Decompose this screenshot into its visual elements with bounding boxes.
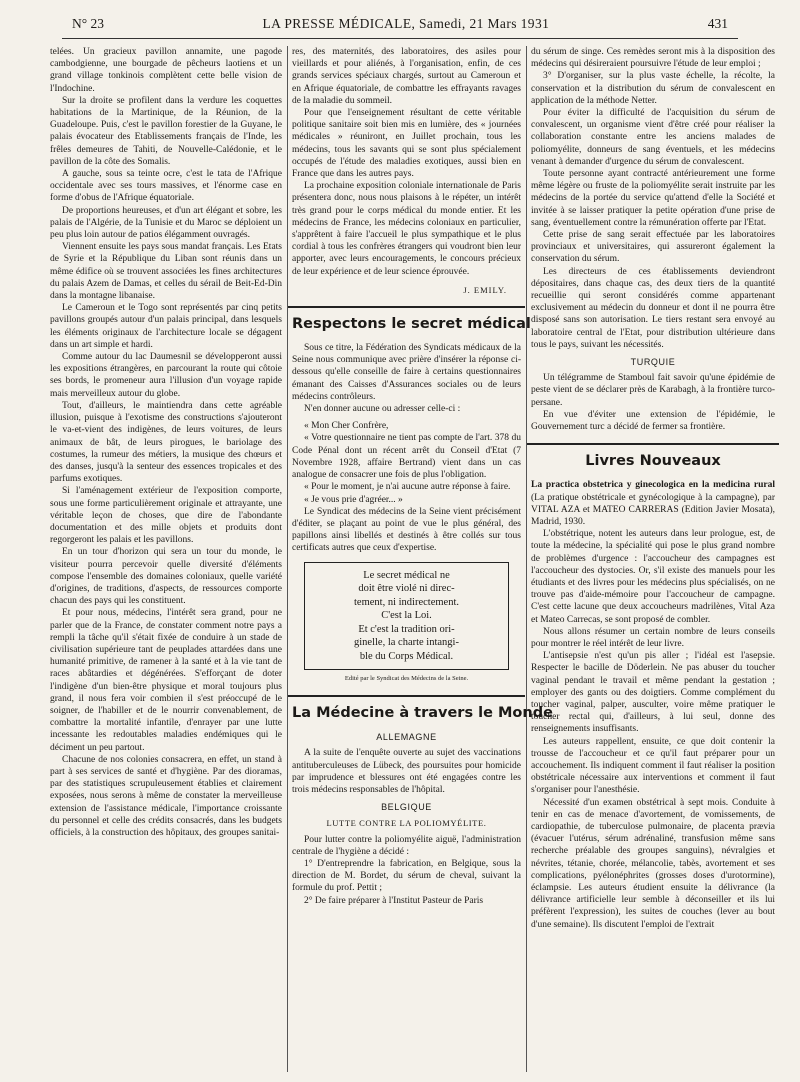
paragraph: 3° D'organiser, sur la plus vaste échelle, la récolte, la conservation et la distribution du sérum de convalescent en application de la méthode Netter. (531, 71, 775, 106)
box-line: tement, ni indirectement. (354, 596, 459, 608)
subheading: LUTTE CONTRE LA POLIOMYÉLITE. (326, 818, 487, 829)
paragraph: En vue d'éviter une extension de l'épidémie, le Gouvernement turc a décidé de fermer sa frontière. (531, 409, 775, 433)
journal-title-date: LA PRESSE MÉDICALE, Samedi, 21 Mars 1931 (262, 16, 550, 31)
section-title-livres: Livres Nouveaux (585, 453, 721, 470)
column-2 (292, 46, 553, 1072)
paragraph: Nécessité d'un examen obstétrical à sept mois. Conduite à tenir en cas de menace d'avortement, de vomissements, de cardiopathie, de tuberculose pulmonaire, de placenta prævia (évacuer l'utérus, sérum adrénaliné, transfusion même sans recherche préalable des groupes sanguins), névralgies et névrites, tétanie, chorée, mélancolie, tabès, avortement et ses complications, pyélonéphrites (grosses doses d'urotormine), éclampsie. Les auteurs étudient ensuite la délivrance (la délivrance artificielle leur semble à déconseiller et ils lui préfèrent l'expression), les suites de couches (lever au bout d'une semaine). Ils discutent l'emploi de l'extrait (531, 797, 775, 930)
column-3 (531, 46, 775, 1072)
section-rule (288, 695, 525, 697)
section-rule (527, 443, 779, 445)
paragraph: du sérum de singe. Ces remèdes seront mis à la disposition des médecins qui désireraient poursuivre l'étude de leur emploi ; (531, 47, 775, 70)
box-caption: Edité par le Syndicat des Médecins de la Seine. (344, 675, 469, 683)
paragraph: Si l'aménagement extérieur de l'exposition comporte, sous une forme particulièrement originale et attrayante, une véritable leçon de choses, que dire de l'abondante documentation et des mille objets et produits dont regorgeront les palais et les pavillons. (50, 486, 282, 546)
section-title-world: La Médecine à travers le Monde (292, 705, 553, 722)
paragraph: Toute personne ayant contracté antérieurement une forme même légère ou fruste de la poliomyélite serait instruite par les médecins de la portée du service qu'attend d'elle la Société et invitée à se laisser pratiquer la petite opération d'une prise de sang, éventuellement contre la rémunération offerte par l'Etat. (531, 169, 775, 228)
box-line: ginelle, la charte intangi- (354, 637, 459, 649)
quote-line: « Je vous prie d'agréer... » (304, 494, 403, 505)
paragraph: Comme autour du lac Daumesnil se développeront aussi les expositions étrangères, en parcourant la route qui côtoie ses bords, le promeneur aura l'illusion d'un voyage rapide mais merveilleux autour du globe. (50, 352, 282, 399)
quote-line: « Votre questionnaire ne tient pas compte de l'art. 378 du Code Pénal dont un récent arrêt du Conseil d'Etat (7 Novembre 1928, affaire Bertrand) vient dans un cas analogue de consacrer une fois de plus l'obligation. (292, 433, 521, 481)
author-signature: J. EMILY. (463, 284, 507, 295)
paragraph: L'obstétrique, notent les auteurs dans leur prologue, est, de toute la médecine, la spécialité qui pose le plus grand nombre de problèmes d'urgence : l'accoucheur des campagnes est l'accoucheur des dystocies. Or, s'il existe des manuels pour les étudiants et des livres pour les médecins plus spécialisés, on ne trouve pas d'aide-mémoire pour l'accoucheur de campagne. C'est cette lacune que deux accoucheurs madrilènes, Vital Aza et Mateo Carrecas, se sont proposé de combler. (531, 529, 775, 625)
paragraph: Un télégramme de Stamboul fait savoir qu'une épidémie de peste vient de se déclarer près de Karabagh, à la frontière turco-persane. (531, 373, 775, 408)
box-line: doit être violé ni direc- (358, 583, 455, 595)
section-rule (288, 306, 525, 308)
book-title: La practica obstetrica y ginecologica en la medicina rural (531, 480, 775, 491)
paragraph: De proportions heureuses, et d'un art élégant et sobre, les palais de l'Algérie, de la Tunisie et du Maroc se déploient un peu plus loin autour de patios élégamment ouvragés. (50, 205, 282, 241)
country-heading-allemagne: ALLEMAGNE (376, 732, 437, 743)
paragraph: Le Cameroun et le Togo sont représentés par cinq petits pavillons groupés autour d'un palais principal, dans lesquels les éléments originaux de l'architecture locale se dégagent dans un art simple et hardi. (50, 303, 282, 350)
column-1 (50, 46, 282, 1072)
box-line: Et c'est la tradition ori- (358, 623, 455, 635)
book-entry (531, 479, 775, 528)
page-header (72, 16, 728, 36)
paragraph: Chacune de nos colonies consacrera, en effet, un stand à part à ses services de santé et d'hygiène. Par des dioramas, par des statistiques scrupuleusement établies et clairement exposées, nous serons à même de constater la merveilleuse extension de l'assistance médicale, l'importance croissante du personnel et celle des crédits consacrés, dans les budgets officiels, à la construction des hôpitaux, des groupes sanitai- (50, 754, 282, 838)
paragraph: Pour éviter la difficulté de l'acquisition du sérum de convalescent, un organisme vient d'être créé pour réaliser la collaboration constante entre les anciens malades de poliomyélite, donneurs de sang éventuels, et les médecins venant à demander d'urgence du sérum de convalescent. (531, 108, 775, 167)
box-line: C'est la Loi. (381, 610, 432, 622)
book-reference: (La pratique obstétricale et gynécologique à la campagne), par VITAL AZA et MATEO CARRERAS (Edition Javier Mosata), Madrid, 1930. (531, 492, 775, 527)
paragraph: Nous allons résumer un certain nombre de leurs conseils pour montrer le réel intérêt de leur livre. (531, 626, 775, 649)
paragraph: Les auteurs rappellent, ensuite, ce que doit contenir la trousse de l'accoucheur et ce qu'il faut préparer pour un accouchement. Ils indiquent comment il faut réaliser la position obstétricale nécessaire aux interventions et comment il faut s'organiser pour l'anesthésie. (531, 736, 775, 796)
quote-line: « Mon Cher Confrère, (304, 421, 389, 432)
paragraph: Les directeurs de ces établissements deviendront dépositaires, dans chaque cas, des deux tiers de la quantité recueillie qui seront considérés comme appartenant exclusivement au médecin du donneur et dont il ne pourra être disposé sans son autorisation. Le tiers restant sera envoyé au laboratoire central de l'Etat, pour distribution ultérieure dans tous le pays, suivant les nécessités. (531, 266, 775, 350)
paragraph: 2° De faire préparer à l'Institut Pasteur de Paris (304, 895, 484, 906)
paragraph: res, des maternités, des laboratoires, des asiles pour vieillards et pour aliénés, à l'organisation, enfin, de ces grands services spéciaux chargés, surtout au Cameroun et en Afrique équatoriale, de combattre les effrayants ravages de la maladie du sommeil. (292, 47, 521, 106)
paragraph: Tout, d'ailleurs, le maintiendra dans cette agréable illusion, puisque à l'exotisme des constructions s'ajouteront le va-et-vient des indigènes, de leurs voitures, de leurs animaux de bât, de leurs pirogues, le bariolage des costumes, la rumeur des métiers, la musique des chœurs et des danses, jusqu'à la senteur des essences tropicales et des parfums exotiques. (50, 400, 282, 485)
paragraph: La prochaine exposition coloniale internationale de Paris présentera donc, nous nous plaisons à le répéter, un intérêt très grand pour le corps médical du monde entier. Et les médecins de France, les médecins coloniaux en particulier, s'apprêtent à faire l'accueil le plus sympathique et le plus cordial à tous les confrères étrangers qui voudront bien leur apporter, avec leurs encouragements, le concours précieux de leur expérience et de leur science éprouvée. (292, 181, 521, 277)
header-rule (62, 38, 738, 39)
paragraph: N'en donner aucune ou adresser celle-ci : (304, 404, 461, 415)
paragraph: A gauche, sous sa teinte ocre, c'est le tata de l'Afrique occidentale avec ses tours massives, et l'énorme case en forme d'obus de l'Afrique équatoriale. (50, 169, 282, 204)
paragraph: L'antisepsie n'est qu'un pis aller ; l'idéal est l'asepsie. Respecter le bacille de Döderlein. Ne pas abuser du toucher vaginal pendant le travail et même pendant la gestation ; employer des gants ou des doigtiers. Comme complément du toucher vaginal, palper, ausculter, voire même pratiquer le toucher rectal qui, d'ailleurs, à lui seul, donne des renseignements insuffisants. (531, 651, 775, 735)
paragraph: Pour que l'enseignement résultant de cette véritable politique sanitaire soit bien mis en lumière, des « journées médicales » réuniront, en Juillet prochain, tous les médecins, tous les savants qui se sont plus spécialement occupés de l'étude des maladies exotiques, aussi bien en France que dans les autres pays. (292, 108, 521, 180)
paragraph: Sur la droite se profilent dans la verdure les coquettes habitations de la Martinique, de la Réunion, de la Guadeloupe. Puis, c'est le pavillon forestier de la Guyane, le palais évocateur des Etablissements français de l'Inde, les frêles demeures de Tahiti, de Nouvelle-Calédonie, et le pavillon de la côte des Somalis. (50, 95, 282, 167)
country-heading-turquie: TURQUIE (630, 357, 676, 368)
issue-number: N° 23 (72, 16, 105, 31)
country-heading-belgique: BELGIQUE (381, 802, 432, 813)
paragraph: A la suite de l'enquête ouverte au sujet des vaccinations antituberculeuses de Lübeck, des poursuites pour homicide par imprudence et blessures ont été engagées contre les trois médecins responsables de l'hôpital. (292, 748, 521, 796)
paragraph: Cette prise de sang serait effectuée par les laboratoires provinciaux et universitaires, qui assureront également la conservation du sérum. (531, 230, 775, 265)
page-number: 431 (707, 16, 728, 31)
paragraph: telées. Un gracieux pavillon annamite, une pagode cambodgienne, une bourgade de pêcheurs laotiens et un grand village tonkinois complètent cette belle vision de l'Indochine. (50, 47, 282, 94)
paragraph: Le Syndicat des médecins de la Seine vient précisément d'éditer, se plaçant au point de vue le plus général, des papillons ainsi libellés et destinés à être collés sur tous certificats autres que ceux d'expertise. (292, 506, 521, 554)
box-line: ble du Corps Médical. (359, 650, 454, 662)
paragraph: Pour lutter contre la poliomyélite aiguë, l'administration centrale de l'hygiène a décidé : (292, 834, 521, 857)
quote-line: « Pour le moment, je n'ai aucune autre réponse à faire. (304, 482, 511, 493)
column-rule (287, 46, 288, 1072)
paragraph: Et pour nous, médecins, l'intérêt sera grand, pour ne parler que de la France, de constater comment notre pays a rempli la tâche qu'il s'était fixée de conduire à un stade de civilisation supérieure tant de peuplades attardées dans une humanité primitive, de ramener à la santé et à la vie tant de races abâtardies et dégénérées. S'efforçant de doter l'indigène d'un bien-être physique et moral toujours plus grand, il nous fera voir combien il s'est préoccupé de le soigner, de l'habiller et de le nourrir convenablement, de combattre la mortalité infantile, d'enrayer par une lutte incessante les redoutables maladies endémiques qui le déciment un peu partout. (50, 608, 282, 753)
paragraph: Viennent ensuite les pays sous mandat français. Les Etats de Syrie et la République du Liban sont réunis dans un même édifice où se trouvent associées les fines architectures du palais Azem de Damas, et celles du sérail de Beit-Ed-Din dans la montagne libanaise. (50, 242, 282, 302)
paragraph: 1° D'entreprendre la fabrication, en Belgique, sous la direction de M. Bordet, du sérum de cheval, suivant la formule du prof. Pettit ; (292, 859, 521, 894)
section-title-secret: Respectons le secret médical (292, 316, 531, 333)
paragraph: En un tour d'horizon qui sera un tour du monde, le visiteur pourra percevoir quelle diversité d'éléments compose l'ensemble des domaines coloniaux, quelle variété d'origines, de traditions, d'aspects, de ressources comporte chacun des pays qui les constituent. (50, 547, 282, 607)
paragraph: Sous ce titre, la Fédération des Syndicats médicaux de la Seine nous communique avec prière d'insérer la réponse ci-dessous qu'elle conseille de faire à certains questionnaires émanant des Caisses d'Assurances sociales ou de leurs médecins contrôleurs. (292, 343, 521, 402)
secret-notice-box (304, 562, 509, 671)
box-line: Le secret médical ne (363, 569, 450, 581)
column-rule (526, 46, 527, 1072)
